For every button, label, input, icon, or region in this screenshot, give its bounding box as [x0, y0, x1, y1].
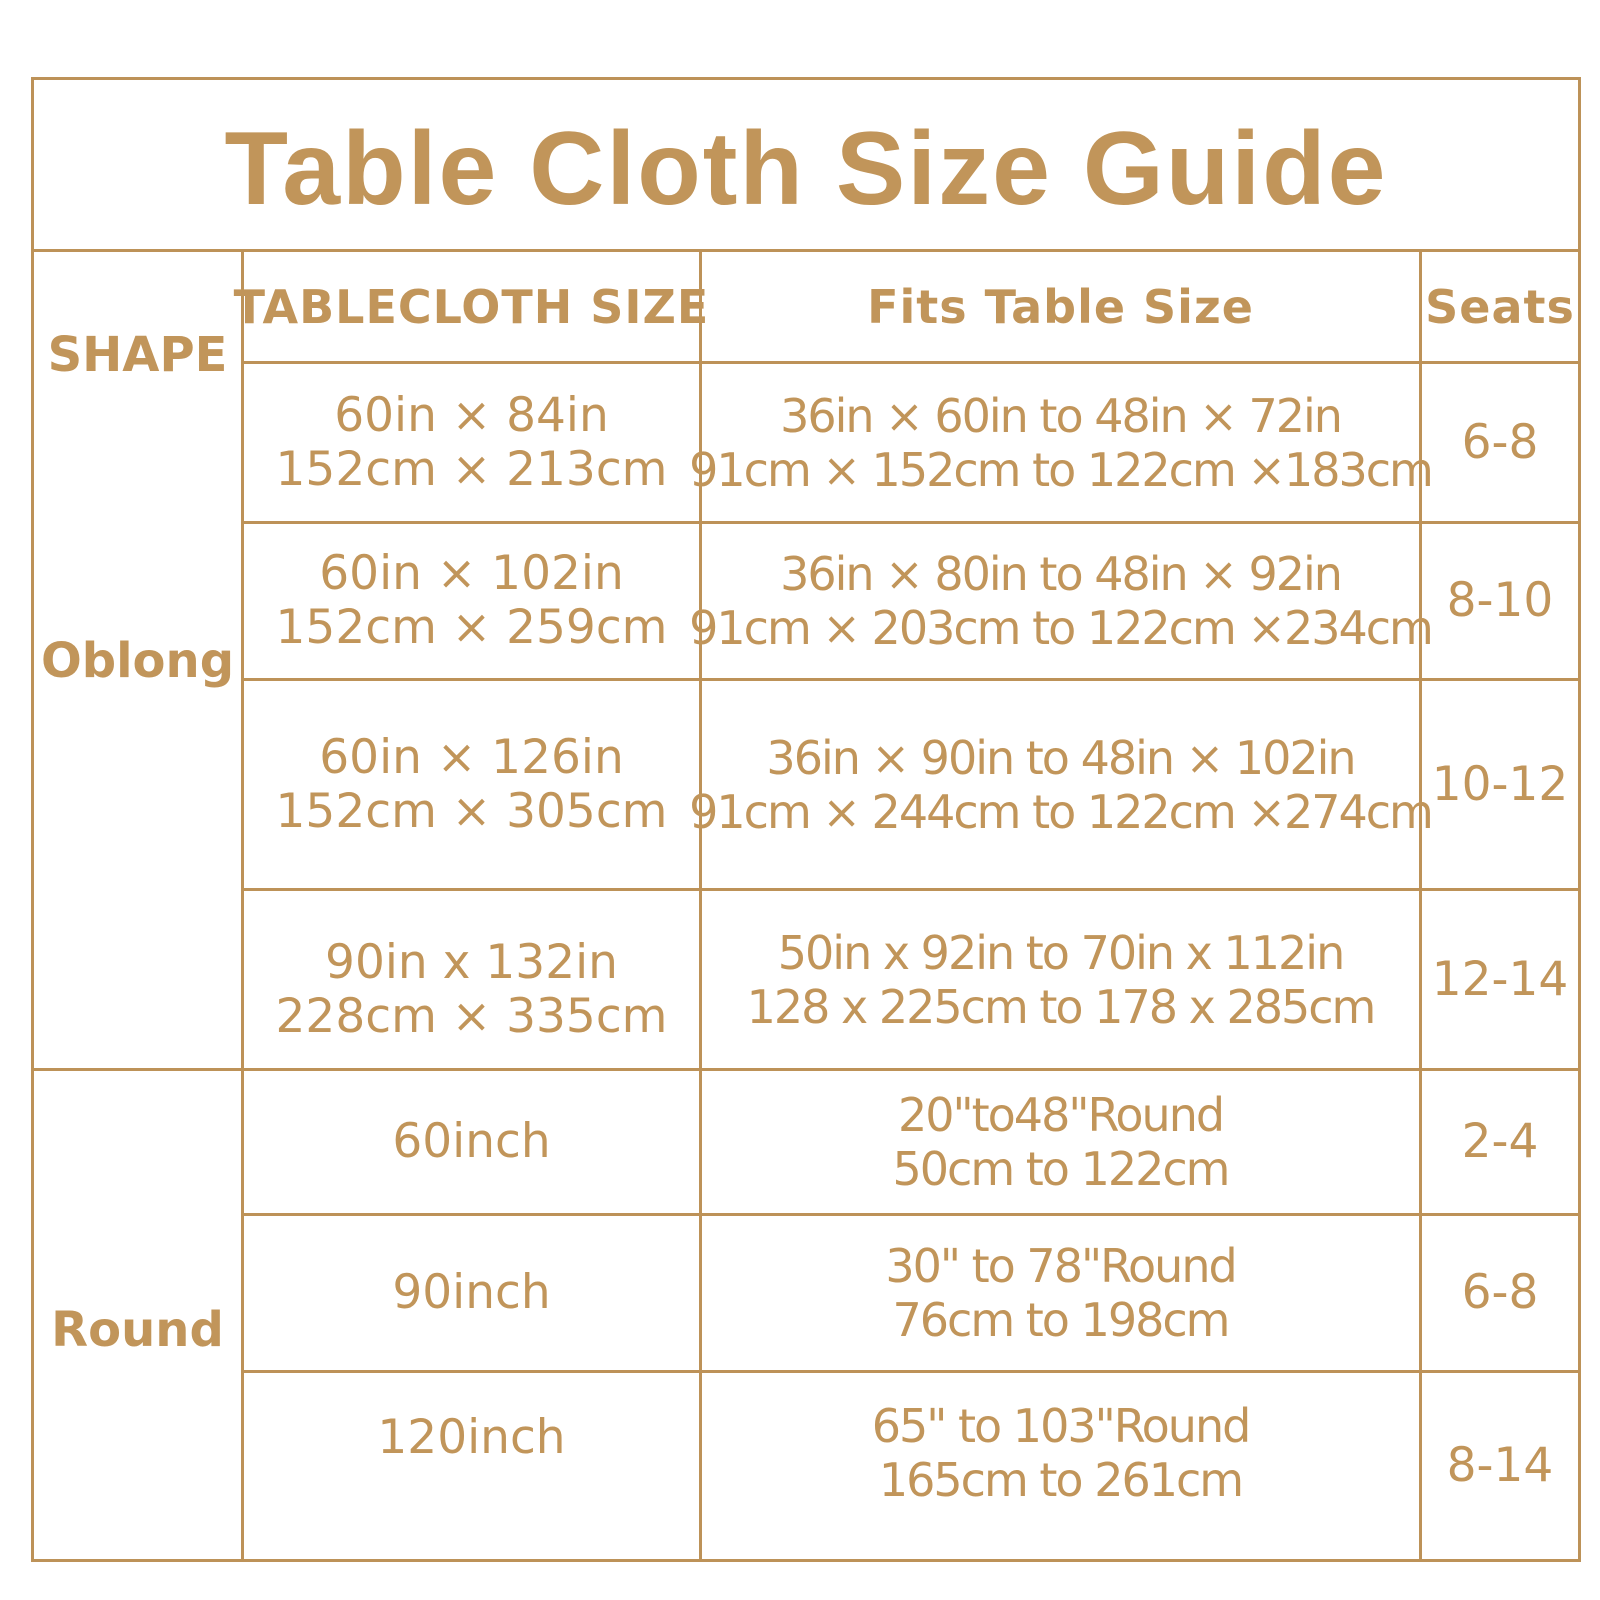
header-shape: SHAPE — [47, 327, 228, 383]
table-row-7-fits — [702, 1373, 1422, 1559]
seats-value: 10-12 — [1431, 756, 1569, 812]
table-row-2-seats — [1422, 524, 1578, 681]
fits-line-2: 91cm × 152cm to 122cm ×183cm — [689, 442, 1432, 497]
table-row-4-seats — [1422, 891, 1578, 1071]
table-row-6-seats — [1422, 1216, 1578, 1373]
fits-line-2: 91cm × 244cm to 122cm ×274cm — [689, 784, 1432, 839]
fits-line-1: 65" to 103"Round — [871, 1399, 1250, 1453]
seats-value: 12-14 — [1431, 951, 1569, 1007]
fits-line-1: 20"to48"Round — [897, 1088, 1224, 1142]
shape-round: Round — [51, 1302, 224, 1358]
seats-value: 2-4 — [1461, 1114, 1539, 1169]
header-fits-table-size-label: Fits Table Size — [867, 279, 1254, 334]
fits-line-2: 50cm to 122cm — [892, 1142, 1229, 1196]
table-row-1-fits — [689, 364, 1432, 524]
size-line-2: 152cm × 213cm — [275, 441, 668, 497]
table-row-1-size — [244, 364, 702, 524]
seats-value: 6-8 — [1461, 1265, 1539, 1320]
size-guide-table — [31, 77, 1581, 1562]
size-line-1: 60inch — [392, 1114, 551, 1169]
fits-line-1: 30" to 78"Round — [885, 1239, 1236, 1293]
table-row-2-fits — [689, 524, 1432, 681]
header-tablecloth-size — [233, 252, 710, 364]
shape-oblong: Oblong — [40, 633, 235, 689]
table-row-3-seats — [1422, 681, 1578, 891]
table-row-1-seats — [1422, 364, 1578, 524]
fits-line-1: 36in × 80in to 48in × 92in — [780, 547, 1341, 601]
shape-column-oblong — [34, 252, 244, 1071]
title-box — [34, 80, 1578, 252]
fits-line-2: 91cm × 203cm to 122cm ×234cm — [689, 601, 1432, 655]
table-row-6-size — [244, 1216, 702, 1373]
page-title: Table Cloth Size Guide — [224, 110, 1388, 227]
seats-value: 8-10 — [1446, 573, 1554, 628]
fits-line-1: 50in x 92in to 70in x 112in — [777, 925, 1344, 980]
header-tablecloth-size-label: TABLECLOTH SIZE — [233, 279, 710, 334]
table-row-7-size — [244, 1373, 702, 1559]
table-row-5-fits — [702, 1071, 1422, 1216]
size-line-1: 60in × 126in — [319, 729, 624, 785]
table-row-5-size — [244, 1071, 702, 1216]
table-row-7-seats — [1422, 1373, 1578, 1559]
table-row-2-size — [244, 524, 702, 681]
table-row-3-size — [244, 681, 702, 891]
seats-value: 6-8 — [1461, 414, 1539, 470]
size-line-1: 90in x 132in — [325, 934, 618, 990]
size-line-1: 60in × 102in — [319, 546, 624, 601]
table-row-5-seats — [1422, 1071, 1578, 1216]
header-seats — [1422, 252, 1578, 364]
size-grid — [34, 252, 1578, 1559]
fits-line-2: 165cm to 261cm — [878, 1453, 1243, 1507]
table-row-6-fits — [702, 1216, 1422, 1373]
shape-column-round — [34, 1071, 244, 1559]
size-line-1: 90inch — [392, 1265, 551, 1320]
fits-line-2: 76cm to 198cm — [892, 1293, 1229, 1347]
fits-line-2: 128 x 225cm to 178 x 285cm — [746, 979, 1375, 1034]
size-line-1: 120inch — [377, 1410, 566, 1465]
size-line-2: 228cm × 335cm — [275, 988, 668, 1044]
size-line-1: 60in × 84in — [334, 387, 609, 443]
header-seats-label: Seats — [1425, 279, 1575, 334]
fits-line-1: 36in × 60in to 48in × 72in — [780, 388, 1341, 443]
header-fits-table-size — [702, 252, 1422, 364]
table-row-4-fits — [702, 891, 1422, 1071]
size-line-2: 152cm × 259cm — [275, 600, 668, 655]
fits-line-1: 36in × 90in to 48in × 102in — [766, 730, 1355, 785]
table-row-4-size — [244, 891, 702, 1071]
table-row-3-fits — [689, 681, 1432, 891]
seats-value: 8-14 — [1446, 1438, 1554, 1493]
size-line-2: 152cm × 305cm — [275, 783, 668, 839]
